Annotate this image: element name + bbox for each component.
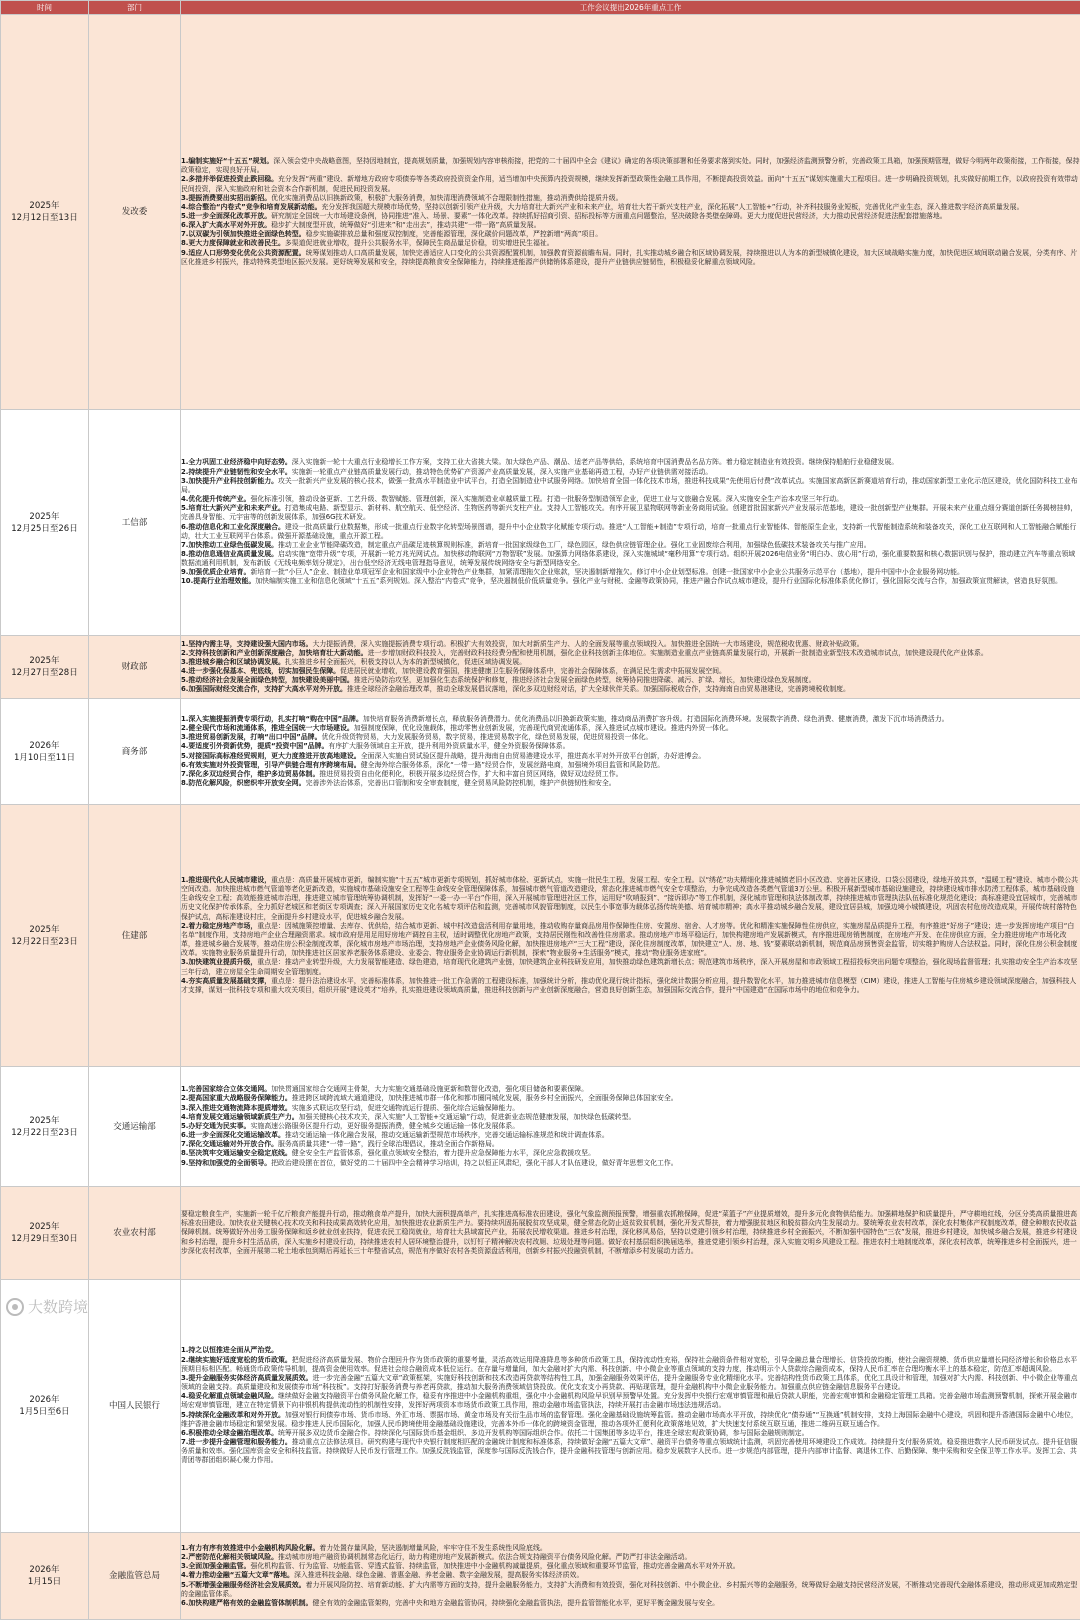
header-department: 部门: [89, 1, 181, 15]
work-item-title: 4.着力推动金融“五篇大文章”落地。: [181, 1571, 294, 1579]
work-item-text: 服务高质量共建“一带一路”，践行全球治理倡议，推动全面合作新格局。: [278, 1140, 499, 1148]
date-line: 12月27日至28日: [1, 667, 88, 679]
work-item: [181, 1094, 1080, 1103]
work-item-title: 2.严密防范化解相关领域风险。: [181, 1553, 278, 1561]
work-item-title: 3.深入推进交通物流降本提质增效。: [181, 1104, 292, 1112]
work-item-title: 8.防范化解风险，织密织牢开放安全网。: [181, 779, 306, 787]
work-item-text: 健全海外综合服务体系，深化“一带一路”经贸合作，发展丝路电商，加强境外项目监管和风险防范。: [361, 761, 664, 769]
watermark-text: 大数跨境: [28, 1296, 88, 1317]
work-item-title: 2.支持科技创新和产业创新深度融合，加快培育壮大新动能。: [181, 649, 368, 657]
work-item-title: 1.完善国家综合立体交通网。: [181, 1085, 271, 1093]
work-item: [181, 1599, 1080, 1608]
work-item-title: 5.推动经济社会发展全面绿色转型，加快建设美丽中国。: [181, 676, 354, 684]
work-item: [181, 239, 1080, 248]
date-line: 2025年: [1, 924, 88, 936]
watermark: [6, 1296, 88, 1317]
work-item-text: 加快贯通国家综合交通网主骨架，大力实施交通基础设施更新和数智化改造，强化项目储备和要素保障。: [271, 1085, 588, 1093]
work-item-text: 要稳定粮食生产，实施新一轮千亿斤粮食产能提升行动，推动粮食单产提升，加快大面积提高单产，扎实推进高标准农田建设，强化气象监测预报预警，增强重农抓粮保障，促进“菜篮子”产业提质增效，提升多元化食物供给能力。加强耕地保护和质量提升，严守耕地红线，分区分类高质量推进高标准农田建设。加快农业关键核心技术攻关和科技成果高效转化应用，加快推进农业新质生产力。要持续巩固拓展脱贫攻坚成果，健全常态化防止返贫致贫机制，强化开发式帮扶，着力增强脱贫地区和脱贫群众内生发展动力。要统筹农业农村改革，深化农村集体产权制度改革，健全种粮农民收益保障机制。统筹做好外出务工服务保障和返乡就业创业扶持，促进农民工稳岗就业，培育壮大县域富民产业，拓展农民增收渠道。推进乡村治理，深化移风易俗，坚持以党建引领乡村治理，持续推进乡村全面振兴，不断加强中国特色“三农”发展，推进乡村建设，加快城乡融合发展，推进乡村建设和乡村治理，提升乡村生活品质，深入实施乡村建设行动，持续推进农村人居环境整治提升，以钉钉子精神解决农村改厕、垃圾处理等问题。做好农村基层组织换届选举，推进党建引领乡村治理，深入实施文明乡风建设工程。推进农村土地制度改革，深化农村改革，统筹推进乡村全面振兴，进一步深化农村改革，全面开展第二轮土地承包到期后再延长三十年整省试点，规范有序做好农村各类资源盘活利用，创新乡村振兴投融资机制，不断增添乡村发展动力活力。: [181, 1210, 1077, 1255]
table-row: [1, 1533, 1080, 1620]
work-item-text: 推进污染防治攻坚，更加强化生态系统保护和修复，推进经济社会发展全面绿色转型，统筹协同推进降碳、减污、扩绿、增长，加快建设绿色发展制度。: [354, 676, 816, 684]
work-item: [181, 1140, 1080, 1149]
work-item-text: 全面深入实施自贸试验区提升战略，提升海南自由贸易港建设水平，推进高水平对外开放平台创新，办好进博会。: [361, 752, 706, 760]
time-cell: [1, 699, 89, 805]
time-cell: [1, 636, 89, 699]
time-cell: [1, 15, 89, 410]
work-item-text: 统筹开展多双边货币金融合作。持续深化与国际货币基金组织、多边开发机构等国际组织合作。依托二十国集团等多边平台，推进全球宏观政策协调，参与国际金融规则制定。: [278, 1429, 809, 1437]
work-item: [181, 495, 1080, 504]
work-cell: [181, 1533, 1080, 1620]
work-item-title: 5.办好交通为民实事。: [181, 1122, 250, 1130]
work-item: [181, 1392, 1080, 1410]
work-items: [181, 1210, 1080, 1256]
work-item: [181, 977, 1080, 995]
work-item: [181, 577, 1080, 586]
work-item-title: 7.深化多双边经贸合作，维护多边贸易体制。: [181, 770, 319, 778]
work-item-text: 建设一批高质量行业数据集，形成一批重点行业数字化转型场景图谱，提升中小企业数字化赋能专项行动。推进“人工智能+制造”专项行动，培育一批重点行业智能体、智能原生企业，支持新一代智能制造系统和装备攻关，深化工业互联网和人工智能融合赋能行动，壮大工业互联网平台体系。做强开源基础设施，重点开源工程。: [181, 523, 1076, 540]
work-item-title: 1.推进现代化人民城市建设，: [181, 876, 271, 884]
work-item-text: 启动实施“宽带升级”专项，开展新一轮万兆光网试点。加快移动物联网“万物智联”发展。加强算力网络体系建设，深入实施城域“毫秒用算”专项行动。组织开展2026电信业务“明白办、放心用”行动，强化重要数据和核心数据识别与保护，推动建立汽车等重点领域数据流通利用机制，发布新版《无线电频率划分规定》，出台低空经济无线电管理指导意见，统筹发展传统网络安全与新型网络安全。: [181, 550, 1075, 567]
date-line: 2026年: [1, 1564, 88, 1576]
watermark-logo-icon: [6, 1298, 24, 1316]
work-item-text: 推进全球经济金融治理改革，推动全球发展倡议落地，深化多双边财经对话，扩大全球伙伴关系。加强国际税收合作，支持海南自由贸易港建设，完善跨境税收制度。: [347, 685, 850, 693]
work-item-text: 推动工业企业节能降碳改造，制定重点产品碳足迹核算规则标准，新培育一批国家级绿色工厂，绿色园区，绿色供应链管理企业。强化工业固废综合利用，加强绿色低碳技术装备攻关与推广应用。: [278, 541, 871, 549]
work-item-title: 4.培育发展交通运输领域新质生产力。: [181, 1113, 299, 1121]
work-item: [181, 1571, 1080, 1580]
work-item-text: 实施新一轮重点产业链高质量发展行动，推动特色优势矿产资源产业高质量发展，深入实施产业基础再造工程，办好产业链供需对接活动。: [292, 468, 712, 476]
work-item-title: 1.有力有序有效推进中小金融机构风险化解。: [181, 1544, 319, 1552]
date-line: 12月29日至30日: [1, 1233, 88, 1245]
work-item: [181, 1553, 1080, 1562]
work-item-text: 新培育一批“小巨人”企业、制造业单项冠军企业和国家级中小企业特色产业集群，加紧清理拖欠企业账款，坚决遏制新增拖欠。修订中小企业划型标准。创建一批国家中小企业公共服务示范平台（基地），提升中国中小企业服务网功能。: [250, 568, 963, 576]
work-item: [181, 752, 1080, 761]
work-item: [181, 715, 1080, 724]
date-line: 12月12日至13日: [1, 212, 88, 224]
table-row: [1, 1187, 1080, 1280]
work-item-title: 6.深入扩大高水平对外开放。: [181, 221, 271, 229]
work-item-text: 攻关一批新兴产业发展的核心技术，做强一批高水平制造业中试平台，打造全国制造业中试服务网络。加快培育全国一体化技术市场，推进科技成果“先使用后付费”改革试点。实施国家高新区新赛道培育行动，推动国家新型工业化示范区建设，优化国防科技工业布局。: [181, 477, 1078, 494]
date-line: 2025年: [1, 655, 88, 667]
work-item-title: 3.加快建筑业提质升级，: [181, 958, 257, 966]
work-item: [181, 541, 1080, 550]
work-item-text: 重点是：因城施策控增量、去库存、优供给，结合城市更新、城中村改造盘活利用存量用地，推动收购存量商品房用作保障性住房、安置房、宿舍、人才房等。优化和精准实施保障性住房供应，实施房屋品质提升工程，有序推进“好房子”建设；进一步发挥房地产项目“白名单”制度作用，支持房地产企业合理融资需求。城市政府是用足用好房地产调控自主权，适时调整优化房地产政策，支持居民刚性和改善性住房需求。推动房地产市场平稳运行，加快构建房地产发展新模式，有序推进现房销售制度，在房地产开发、在住房供应方面，全力推进房地产市场化改革，推进城乡融合发展等，推动住房公积金制度改革，深化城市房地产市场治理，支持房地产企业债务风险化解，加快推进房地产“三大工程”建设，深化住房制度改革，加快建立“人、房、地、钱”要素联动新机制，规范商品房预售资金监管，切实维护购房人合法权益。同时，深化住房公积金制度改革。实施物业服务质量提升行动，加快推进社区居家养老服务体系建设、业委会、物业服务企业协调运行新机制，探索“物业服务+生活服务”模式，推动“物业服务进家庭”。: [181, 922, 1077, 957]
work-item: [181, 249, 1080, 267]
work-item: [181, 221, 1080, 230]
work-item: [181, 175, 1080, 193]
work-item: [181, 1113, 1080, 1122]
table-row: [1, 1067, 1080, 1187]
work-cell: [181, 1067, 1080, 1187]
work-item-text: 多渠道促进就业增收，提升公共服务水平，保障民生商品量足价稳，切实增进民生福祉。: [285, 239, 554, 247]
table-row: [1, 805, 1080, 1067]
work-item-text: 健全安全生产监管体系，强化重点领域安全整治，着力提升应急保障能力水平，深化应急救援攻坚。: [292, 1149, 595, 1157]
work-item-title: 7.以双碳为引领加快推进全面绿色转型。: [181, 230, 306, 238]
work-item-text: 深入实施新一轮十大重点行业稳增长工作方案，支持工业大省挑大梁。加大绿色产品、潮品、适老产品等供给，系统培育中国消费品名品方阵。着力稳定制造业有效投资。继续保持船舶行业稳健发展。: [292, 458, 898, 466]
work-item-text: 推动交通运输一体化融合发展，推动交通运输新型规范市场秩序，完善交通运输标准规范和统计调查体系。: [285, 1131, 609, 1139]
work-item-title: 3.提升金融服务实体经济高质量发展质效。: [181, 1374, 312, 1382]
work-item-text: 有序扩大服务领域自主开放，提升利用外资质量水平，健全外资服务保障体系。: [328, 742, 569, 750]
time-cell: [1, 410, 89, 636]
work-item-text: 完善涉外法治体系，完善出口管制和安全审查制度，健全贸易风险防控机制，维护产供链韧性和安全。: [306, 779, 616, 787]
work-item: [181, 1544, 1080, 1553]
work-item-title: 5.进一步全面深化改革开放。: [181, 212, 271, 220]
work-item-text: 优化升级货物贸易，大力发展服务贸易，数字贸易，推进贸易数字化，绿色贸易发展，促进贸易投资一体化。: [322, 733, 653, 741]
work-item-text: 推动城市房地产融资协调机制常态化运行，助力构建房地产发展新模式。依法合规支持融资平台债务风险化解。严防严打非法金融活动。: [278, 1553, 691, 1561]
work-item-text: 实施多式联运攻坚行动，促进交通物流运行提质、强化综合运输保障能力。: [292, 1104, 519, 1112]
work-item-text: 进一步增加财政科技投入，完善财政科技经费分配和使用机制，强化企业科技创新主体地位。实施制造业重点产业链高质量发展行动，开展新一批制造业新型技术改造城市试点，加快建设现代化产业体系。: [368, 649, 988, 657]
header-time: 时间: [1, 1, 89, 15]
work-cell: [181, 636, 1080, 699]
work-item: [181, 1374, 1080, 1392]
work-cell: [181, 805, 1080, 1067]
work-item-text: 深入领会党中央战略意图，坚持因地制宜，提高规划质量，加强规划内容审核衔接，把党的二十届四中全会《建议》确定的各项决策部署和任务要求落到实处。同时，加强经济监测预警分析，完善政策工具箱，加强预期管理，做好今明两年政策衔接，工作衔接，保持政策稳定，实现良好开局。: [181, 157, 1079, 174]
work-item-text: 推动重点立法修法项目。研究构建与现代中央银行制度相匹配的金融统计制度和标准体系，持续做好金融“五篇大文章”、融资平台债务等重点领域统计监测，巩固完善使用环境建设工作成效。持续提升支付服务质效。稳妥推进数字人民币研发试点。提升征信服务质量和效率。强化国库资金安全和科技监管。持续做好人民币发行管理工作。加强反洗钱监管，深度参与国际反洗钱合作，提升金融科技管理与创新应用。稳步发展数字人民币。进一步规范内部管理，提升内部审计监督、离退休工作、后勤保障、集中采购和安全保卫等工作水平。发挥工会、共青团等群团组织凝心聚力作用。: [181, 1438, 1078, 1464]
work-item-text: 重点是：提升法治建设水平，完善标准体系，加快推进一批工作急需的工程建设标准，加强统计分析，推动优化现行统计指标，强化统计数据分析应用，提升数智化水平，加力推进城市信息模型（CIM）建设，推进人工智能与住房城乡建设领域深度融合，加强科技人才支撑，谋划一批科技专项和重大攻关项目，组织开展“建设英才”培养，扎实推进建设领域高质量，推进科技创新与产业创新深度融合，营造良好创新生态，加强国际交流合作，提升“中国建造”在国际市场中的地位和竞争力。: [181, 977, 1076, 994]
department-cell: 交通运输部: [89, 1067, 181, 1187]
work-item: [181, 676, 1080, 685]
work-item-title: 4.稳妥化解重点领域金融风险。: [181, 1392, 278, 1400]
work-item-text: 强化机构监管、行为监管、功能监管、穿透式监管、持续监管，加快推进中小金融机构减量提质，强化重点领域和重要环节监管，推动完善金融高水平对外开放。: [250, 1562, 739, 1570]
work-cell: [181, 699, 1080, 805]
work-item-title: 3.推进城乡融合和区域协调发展。: [181, 658, 285, 666]
work-item-text: 加快培育服务消费新增长点，释放服务消费潜力。优化消费品以旧换新政策实施，推动商品消费扩容升级。打造国际化消费环境。发展数字消费、绿色消费、健康消费，激发下沉市场消费活力。: [363, 715, 949, 723]
work-item-title: 8.坚决筑牢交通运输安全稳定底线。: [181, 1149, 292, 1157]
work-item: [181, 1562, 1080, 1571]
work-item-title: 4.综合整治“内卷式”竞争和培育发展新动能。: [181, 203, 322, 211]
work-item-title: 6.加强国际财经交流合作，支持扩大高水平对外开放。: [181, 685, 347, 693]
time-cell: [1, 1067, 89, 1187]
work-item: [181, 1581, 1080, 1599]
work-item-title: 4.要适度引外资新优势，提质“投资中国”品牌。: [181, 742, 328, 750]
department-cell: 商务部: [89, 699, 181, 805]
work-item-text: 把政治建设摆在首位，做好党的二十届四中全会精神学习培训，持之以恒正风肃纪，强化干部人才队伍建设，做好青年思想文化工作。: [271, 1159, 678, 1167]
work-item-title: 2.着力稳定房地产市场，: [181, 922, 257, 930]
work-item-text: 打造集成电路、新型显示、新材料、航空航天、低空经济、生物医药等新兴支柱产业。支持人工智能攻关。有序开展卫星物联网等新业务商用试验。创建首批国家新兴产业发展示范基地，建设一批创新型产业集群。开展未来产业重点细分赛道创新任务揭榜挂帅，完善具身智能、元宇宙等的创新发展体系，加强6G技术研发。: [181, 504, 1077, 521]
work-item-text: 研究制定全国统一大市场建设条例，协同推进“准入、场景、要素”一体化改革。持续抓好招商引资、招标投标等方面重点问题整治，坚决破除各类壁垒障碍。更大力度促进民营经济，大力推动民营经济促进法配套措施落地。: [271, 212, 947, 220]
work-item: [181, 468, 1080, 477]
work-item-title: 6.有效实施对外投资管理，引导产供链合理有序跨境布局。: [181, 761, 361, 769]
work-item: [181, 203, 1080, 212]
work-item-title: 6.加快构建严格有效的金融监管体制机制。: [181, 1599, 312, 1607]
work-item: [181, 876, 1080, 922]
work-item-title: 2.持续提升产业链韧性和安全水平。: [181, 468, 292, 476]
department-cell: 金融监管总局: [89, 1533, 181, 1620]
work-item-text: 推进贸易投资自由化便利化，积极开展多边经贸合作，扩大和丰富自贸区网络，做好双边经贸工作。: [319, 770, 622, 778]
work-item: [181, 477, 1080, 495]
work-item-title: 2.多措并举促进投资止跌回稳。: [181, 175, 278, 183]
work-item-text: 着力处置存量风险，坚决遏制增量风险，牢牢守住不发生系统性风险底线。: [319, 1544, 546, 1552]
work-item: [181, 157, 1080, 175]
work-item-title: 5.培育壮大新兴产业和未来产业。: [181, 504, 285, 512]
work-item-text: 加快编制实施工业和信息化领域“十五五”系列规划。深入整治“内卷式”竞争，坚决遏制低价低质量竞争。强化产业与财税、金融等政策协同，推进产融合作试点城市建设，提升行业国际化标准体系优化修订，强化国际交流与合作，加强政策宣贯解读，营造良好氛围。: [255, 577, 1062, 585]
work-item-text: 加强对银行间债券市场、货币市场、外汇市场、票据市场、黄金市场及有关衍生品市场的监督管理。强化金融基础设施统筹监管。推动金融市场高水平开放，持续优化“债券通”“互换通”机制安排，支持上海国际金融中心建设，巩固和提升香港国际金融中心地位，维护香港金融市场稳定和繁荣发展。稳步推进人民币国际化，加强人民币跨境使用金融基础设施建设，完善本外币一体化的跨境资金管理，推动各项外汇便利化政策落地见效，扩大快速支付系统互联互通，推进二维码互联互通合作。: [181, 1411, 1078, 1428]
work-item: [181, 1346, 1080, 1355]
work-item-title: 2.继续实施好适度宽松的货币政策。: [181, 1356, 292, 1364]
work-item-text: 深入推进科技金融、绿色金融、普惠金融、养老金融、数字金融发展，提高服务实体经济质效。: [294, 1571, 583, 1579]
work-item-title: 6.积极推动全球金融治理改革。: [181, 1429, 278, 1437]
work-item: [181, 958, 1080, 976]
work-item-text: 继续做好金融支持融资平台债务风险化解工作，稳妥有序推进中小金融机构重组，强化中小金融机构风险早识别早预警早处置。充分发挥中央银行宏观审慎管理和最后贷款人职能，完善宏观审慎和金融稳定管理工具箱。完善金融市场监测预警机制，探索开展金融市场宏观审慎管理，建立在特定情景下向非银机构提供流动性的机制性安排，发挥好两项资本市场货币政策工具作用，推动金融市场监管执法，持续开展打击金融市场违法违规活动。: [181, 1392, 1077, 1409]
department-cell: 财政部: [89, 636, 181, 699]
work-item-text: 健全有效的金融监管架构，完善中央和地方金融监管协同，持续强化金融监管执法，提升监管智能化水平，更好平衡金融发展与安全。: [312, 1599, 719, 1607]
work-item-text: 优化实施消费品以旧换新政策，积极扩大服务消费，加快清理消费领域不合理限制性措施，推动消费供给提质升级。: [271, 194, 622, 202]
work-item-title: 2.健全现代市场和流通体系，推进全国统一大市场建设。: [181, 724, 354, 732]
work-item-title: 3.全面加强金融监管。: [181, 1562, 250, 1570]
work-item: [181, 568, 1080, 577]
table-row: [1, 1280, 1080, 1533]
work-item-text: 促进居民就业增收，加快建设教育强国，推进健康卫生服务保障体系中，完善社会保障体系，在满足民生需求中拓展发展空间。: [340, 667, 726, 675]
work-item-text: 充分发挥我国超大规模市场优势，坚持以创新引领产业升级，大力培育壮大新兴产业和未来产业，培育壮大若干新兴支柱产业，深化拓展“人工智能+”行动，补齐科技服务业短板，完善优化产业生态，深入推进数字经济高质量发展。: [322, 203, 1024, 211]
work-item-title: 5.不断增强金融服务经济社会发展质效。: [181, 1581, 306, 1589]
work-item-title: 4.优化提升传统产业。: [181, 495, 250, 503]
date-line: 12月22日至23日: [1, 936, 88, 948]
time-cell: [1, 1280, 89, 1533]
department-cell: 发改委: [89, 15, 181, 410]
work-item: [181, 733, 1080, 742]
work-item-text: 加强制度保障，优化设施载体，推动零售业创新发展，完善现代商贸流通体系，深入推进试点城市建设。推进内外贸一体化。: [354, 724, 733, 732]
work-cell: [181, 15, 1080, 410]
work-items: [181, 1346, 1080, 1465]
work-item-text: 把促进经济高质量发展、物价合理回升作为货币政策的重要考量，灵活高效运用降准降息等多种货币政策工具，保持流动性充裕，保持社会融资条件相对宽松，引导金融总量合理增长、信贷投放均衡，使社会融资规模、货币供应量增长同经济增长和价格总水平预期目标相匹配。畅通货币政策传导机制，提高资金使用效率。促进社会综合融资成本低位运行。在存量与增量间，加大金融对扩大内需、科技创新、中小微企业等重点领域的支持力度，推动明示个人贷款综合融资成本，保持人民币汇率在合理均衡水平上的基本稳定，防范汇率超调风险。: [181, 1356, 1077, 1373]
work-item-text: 扎实推进乡村全面振兴，积极支持以人为本的新型城镇化，促进区域协调发展。: [285, 658, 526, 666]
work-item-title: 6.推动信息化和工业化深度融合。: [181, 523, 285, 531]
date-line: 12月22日至23日: [1, 1127, 88, 1139]
work-item: [181, 1429, 1080, 1438]
work-item: [181, 1210, 1080, 1256]
work-item-text: 稳步实施碳排放总量和强度双控制度，完善能源管理，深化碳价问题改革，严控新增“两高”项目。: [306, 230, 603, 238]
work-item: [181, 649, 1080, 658]
work-item: [181, 658, 1080, 667]
work-item: [181, 640, 1080, 649]
work-item-title: 1.持之以恒推进全面从严治党。: [181, 1346, 278, 1354]
work-item: [181, 779, 1080, 788]
work-item-title: 5.对接国际高标准经贸规则，更大力度推进开放高地建设。: [181, 752, 361, 760]
time-cell: [1, 1533, 89, 1620]
work-item-title: 10.提高行业治理效能。: [181, 577, 255, 585]
work-item-title: 3.推进贸易创新发展，打响“出口中国”品牌。: [181, 733, 322, 741]
department-cell: 住建部: [89, 805, 181, 1067]
work-item: [181, 230, 1080, 239]
work-item: [181, 685, 1080, 694]
work-item: [181, 922, 1080, 959]
work-item-title: 7.加快推动工业绿色低碳发展。: [181, 541, 278, 549]
work-item: [181, 1122, 1080, 1131]
work-item-title: 4.夯实高质量发展基础支撑，: [181, 977, 271, 985]
work-item: [181, 1356, 1080, 1374]
department-cell: 工信部: [89, 410, 181, 636]
work-items: [181, 640, 1080, 695]
work-item-text: 稳步扩大制度型开放，统筹做好“引进来”和“走出去”，推动共建“一带一路”高质量发展。: [271, 221, 540, 229]
department-cell: 中国人民银行: [89, 1280, 181, 1533]
work-item: [181, 1085, 1080, 1094]
work-item-text: 加强关键核心技术攻关，深入实施“人工智能+交通运输”行动，促进新业态规范健康发展，加快绿色低碳转型。: [299, 1113, 636, 1121]
work-item-text: 实施高速公路服务区提升行动，更好服务提振消费，健全城乡交通运输一体化发展体系。: [250, 1122, 519, 1130]
date-line: 2025年: [1, 511, 88, 523]
work-item-title: 7.进一步提升金融管理和服务能力。: [181, 1438, 292, 1446]
work-item-title: 9.坚持和加强党的全面领导。: [181, 1159, 271, 1167]
date-line: 2025年: [1, 200, 88, 212]
work-item-text: 大力提振消费，深入实施提振消费专项行动。积极扩大有效投资，加大对新质生产力、人的全面发展等重点领域投入。加快推进全国统一大市场建设，规范税收优惠、财政补贴政策。: [312, 640, 863, 648]
work-item-text: 重点是：推动产业转型升级，大力发展智能建造、绿色建造，培育现代化建筑产业链，加快建筑企业科技研发应用，加快推动绿色建筑新增长点；规范建筑市场秩序，深入开展房屋和市政领域工程招投标突出问题专项整治，强化现场监督管理；扎实推动安全生产治本攻坚三年行动，建立房屋全生命周期安全管理制度。: [181, 958, 1077, 975]
work-item-title: 9.适应人口形势变化优化公共资源配置。: [181, 249, 306, 257]
work-item-title: 4.进一步强化保基本、兜底线，切实加强民生保障。: [181, 667, 340, 675]
work-item-title: 6.进一步全面深化交通运输改革。: [181, 1131, 285, 1139]
work-item: [181, 1104, 1080, 1113]
work-item-title: 8.更大力度保障就业和改善民生。: [181, 239, 285, 247]
work-item: [181, 458, 1080, 467]
work-items: [181, 458, 1080, 586]
time-cell: [1, 805, 89, 1067]
work-item-title: 5.持续深化金融改革和对外开放。: [181, 1411, 285, 1419]
header-row: [1, 1, 1080, 15]
work-item: [181, 761, 1080, 770]
work-item: [181, 523, 1080, 541]
work-item: [181, 1159, 1080, 1168]
work-item: [181, 1411, 1080, 1429]
work-item-title: 3.加快提升产业科技创新能力。: [181, 477, 278, 485]
table-row: [1, 410, 1080, 636]
work-item-title: 1.深入实施提振消费专项行动，扎实打响“购在中国”品牌。: [181, 715, 363, 723]
work-item-title: 1.坚持内需主导，支持建设强大国内市场。: [181, 640, 312, 648]
work-items: [181, 1544, 1080, 1608]
work-item-title: 3.提振消费要出实招出新招。: [181, 194, 271, 202]
work-item-text: 推进跨区域跨流域大通道建设，加快推进城市群一体化和都市圈同城化发展，服务乡村全面振兴，全面服务保障总体国家安全。: [292, 1094, 678, 1102]
work-item-text: 强化标准引领，推动设备更新、工艺升级、数智赋能、管理创新，深入实施制造业卓越质量工程。打造一批服务型制造领军企业，促进工业与文旅融合发展。深入实施安全生产治本攻坚三年行动。: [250, 495, 843, 503]
work-cell: [181, 1280, 1080, 1533]
work-item-title: 9.加强优质企业培育。: [181, 568, 250, 576]
work-item: [181, 770, 1080, 779]
table-row: [1, 636, 1080, 699]
date-line: 2025年: [1, 1115, 88, 1127]
work-item-text: 重点是：高质量开展城市更新，编制实施“十五五”城市更新专项规划，抓好城市体检、更新试点，实施一批民生工程，发展工程、安全工程。以“绣花”功夫精细化推进城镇老旧小区改造、完善社区建设、口袋公园建设，绿地开放共享，“温暖工程”建设、城市小微公共空间改造。加快推进城市燃气管道等老化更新改造，实施城市基础设施安全工程等生命线安全管理保障体系，加强城市燃气管道改造建设，常态化推进城市燃气安全专项整治，力争完成改造各类燃气管道3万公里。积极开展新型城市基础设施建设，持续建设城市排水防涝工程体系，城市基础设施生命线安全工程；高效能推进城市治理，推进建立城市管理统筹协调机制，发挥好“一委一办一平台”作用，深入开展城市管理进社区工作，运用好“吹哨报到”、“接诉即办”等工作机制，深化城市管理和执法体制改革，持续推进城市管理执法队伍标准化规范化建设；高标准建设宜居城市，完善城市历史文化保护传承体系，全力抓好老城区和老街区专项调查；深入开展国家历史文化名城专项评估和监测，完善城市风貌管理制度，以民生小事宽事为载体弘扬传统美德、培育城市精神；高水平推动城乡融合发展，建设宜居县城，加强边境小城镇建设，巩固农村危房改造成果，开展传统村落特色保护试点，高标准建设村庄，全面提升乡村建设水平，促进城乡融合发展。: [181, 876, 1078, 921]
work-item: [181, 1131, 1080, 1140]
table-row: [1, 699, 1080, 805]
work-item-text: 进一步完善金融“五篇大文章”政策框架，实施好科技创新和技术改造再贷款等结构性工具，加强金融服务效果评估，提升金融服务专业化精细化水平。完善结构性货币政策工具体系，优化工具设计和管理，加强对扩大内需、科技创新、中小微企业等重点领域的金融支持。高质量建设和发展债券市场“科技板”。支持打好服务消费与养老再贷款，推动加大服务消费领域信贷投放。优化支农支小再贷款、再贴现管理，提升金融机构中小微企业服务能力。加强重点供应链金融信息服务平台建设。: [181, 1374, 1078, 1391]
work-items: [181, 876, 1080, 995]
work-item-text: 着力开展风险防控、培育新动能、扩大内需等方面的支持，提升金融服务能力，支持扩大消费和有效投资，强化对科技创新、中小微企业、乡村振兴等的金融服务，统筹做好金融支持民营经济发展，不断推动完善现代金融体系建设，推动形成更加成熟定型的金融监管体系。: [181, 1581, 1077, 1598]
work-item: [181, 724, 1080, 733]
date-line: 12月25日至26日: [1, 523, 88, 535]
work-item: [181, 667, 1080, 676]
work-cell: [181, 1187, 1080, 1280]
work-item: [181, 1149, 1080, 1158]
work-item: [181, 194, 1080, 203]
date-line: 1月10日至11日: [1, 752, 88, 764]
work-item: [181, 212, 1080, 221]
work-items: [181, 157, 1080, 267]
work-cell: [181, 410, 1080, 636]
date-line: 1月15日: [1, 1576, 88, 1588]
work-item: [181, 1438, 1080, 1465]
department-cell: 农业农村部: [89, 1187, 181, 1280]
table-body: [1, 15, 1080, 1620]
date-line: 2025年: [1, 1221, 88, 1233]
date-line: 2026年: [1, 740, 88, 752]
date-line: 1月5日至6日: [1, 1406, 88, 1418]
work-item-title: 8.推动信息通信业高质量发展。: [181, 550, 278, 558]
work-items: [181, 1085, 1080, 1167]
work-item: [181, 504, 1080, 522]
work-item: [181, 742, 1080, 751]
time-cell: [1, 1187, 89, 1280]
work-item-title: 1.编制实施好“十五五”规划。: [181, 157, 273, 165]
work-item-text: 统筹谋划推动人口高质量发展，加快完善适应人口变化的公共资源配置机制，加强教育资源前瞻布局。同时，扎实推动城乡融合和区域协调发展，持续推进以人为本的新型城镇化建设，加大区域战略实施力度，加快促进区域间联动融合发展，分类有序、片区化推进乡村振兴，推动特殊类型地区振兴发展。更好统筹发展和安全，持续提高粮食安全保障能力，持续推进能源产供储销体系建设，提升产业链供应链韧性，积极稳妥化解重点领域风险。: [181, 249, 1077, 266]
work-item-title: 7.深化交通运输对外开放合作。: [181, 1140, 278, 1148]
work-item-title: 1.全力巩固工业经济稳中向好态势。: [181, 458, 292, 466]
work-item-title: 2.提高国家重大战略服务保障能力。: [181, 1094, 292, 1102]
header-work: 工作会议提出2026年重点工作: [181, 1, 1080, 15]
work-item-text: 充分发挥“两重”建设、新增地方政府专项债券等各类政府投资资金作用，适当增加中央预算内投资规模，继续发挥新型政策性金融工具作用，不断提高投资效益。面向“十五五”谋划实施重大工程项目。进一步明确投资规划，扎实做好前期工作，以政府投资有效带动民间投资，深入实施政府和社会资本合作新机制，促进民间投资发展。: [181, 175, 1078, 192]
work-items: [181, 715, 1080, 788]
date-line: 2026年: [1, 1394, 88, 1406]
work-item: [181, 550, 1080, 568]
table-row: [1, 15, 1080, 410]
